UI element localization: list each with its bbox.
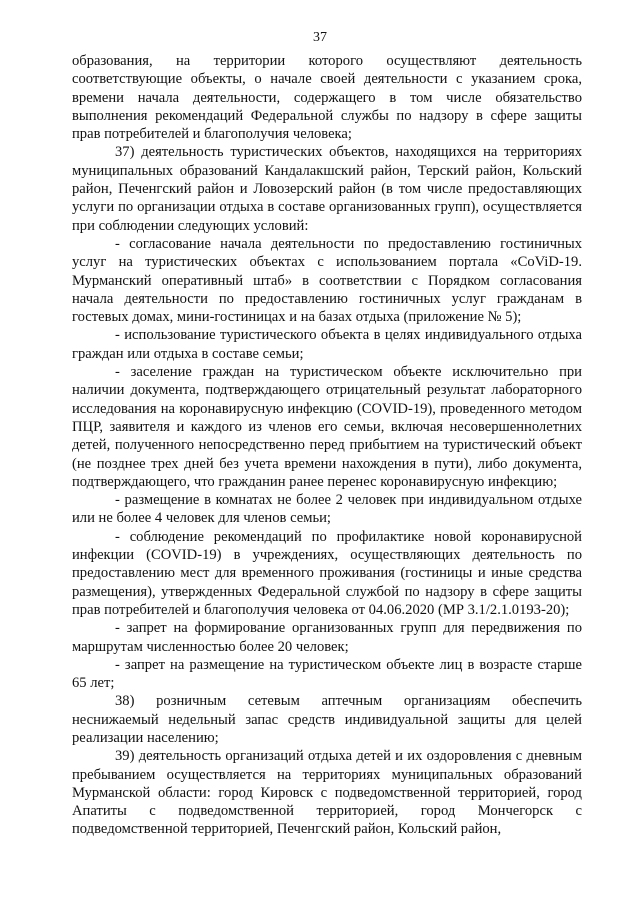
paragraph-condition-individual-use: - использование туристического объекта в целях индивидуального отдыха граждан или отдыха в составе семьи; <box>72 327 582 362</box>
paragraph-item-38: 38) розничным сетевым аптечным организациям обеспечить неснижаемый недельный запас средств индивидуальной защиты для целей реализации населению; <box>72 693 582 746</box>
paragraph-condition-room-capacity: - размещение в комнатах не более 2 человек при индивидуальном отдыхе или не более 4 человек для членов семьи; <box>72 492 582 527</box>
page-number: 37 <box>313 30 327 45</box>
paragraph-item-39: 39) деятельность организаций отдыха детей и их оздоровления с дневным пребыванием осуществляется на территориях муниципальных образований Мурманской области: город Кировск с подведомственной территорией, город Апатиты с подведомственной территорией, город Мончегорск с подведомственной территорией, Печенгский район, Кольский район, <box>72 748 582 838</box>
document-body <box>72 52 582 839</box>
paragraph-condition-age-limit: - запрет на размещение на туристическом объекте лиц в возрасте старше 65 лет; <box>72 656 582 692</box>
paragraph-continuation: образования, на территории которого осуществляют деятельность соответствующие объекты, о начале своей деятельности с указанием срока, времени начала деятельности, содержащего в том числе обязательство выполнения рекомендаций Федеральной службы по надзору в сфере защиты прав потребителей и благополучия человека; <box>72 53 582 143</box>
paragraph-item-37: 37) деятельность туристических объектов, находящихся на территориях муниципальных образований Кандалакшский район, Терский район, Кольский район, Печенгский район и Ловозерский район (в том числе предоставляющих услуги по организации отдыха в составе организованных групп), осуществляется при соблюдении следующих условий: <box>72 144 582 234</box>
paragraph-condition-pcr-test: - заселение граждан на туристическом объекте исключительно при наличии документа, подтверждающего отрицательный результат лабораторного исследования на коронавирусную инфекцию (COVID-19), проведенного методом ПЦР, заявителя и каждого из членов его семьи, включая несовершеннолетних детей, полученного непосредственно перед прибытием на туристический объект (не позднее трех дней без учета времени нахождения в пути), либо документа, подтверждающего, что гражданин ранее перенес коронавирусную инфекцию; <box>72 364 582 490</box>
paragraph-condition-approval: - согласование начала деятельности по предоставлению гостиничных услуг на туристических объектах с использованием портала «CoViD-19. Мурманский оперативный штаб» в соответствии с Порядком согласования начала деятельности по предоставлению гостиничных услуг гражданам в гостевых домах, мини-гостиницах и на базах отдыха (приложение № 5); <box>72 235 582 326</box>
paragraph-condition-recommendations: - соблюдение рекомендаций по профилактике новой коронавирусной инфекции (COVID-19) в учреждениях, осуществляющих деятельность по предоставлению мест для временного проживания (гостиницы и иные средства размещения), утвержденных Федеральной службой по надзору в сфере защиты прав потребителей и благополучия человека от 04.06.2020 (МР 3.1/2.1.0193-20); <box>72 528 582 618</box>
paragraph-condition-group-limit: - запрет на формирование организованных групп для передвижения по маршрутам численностью более 20 человек; <box>72 620 582 655</box>
